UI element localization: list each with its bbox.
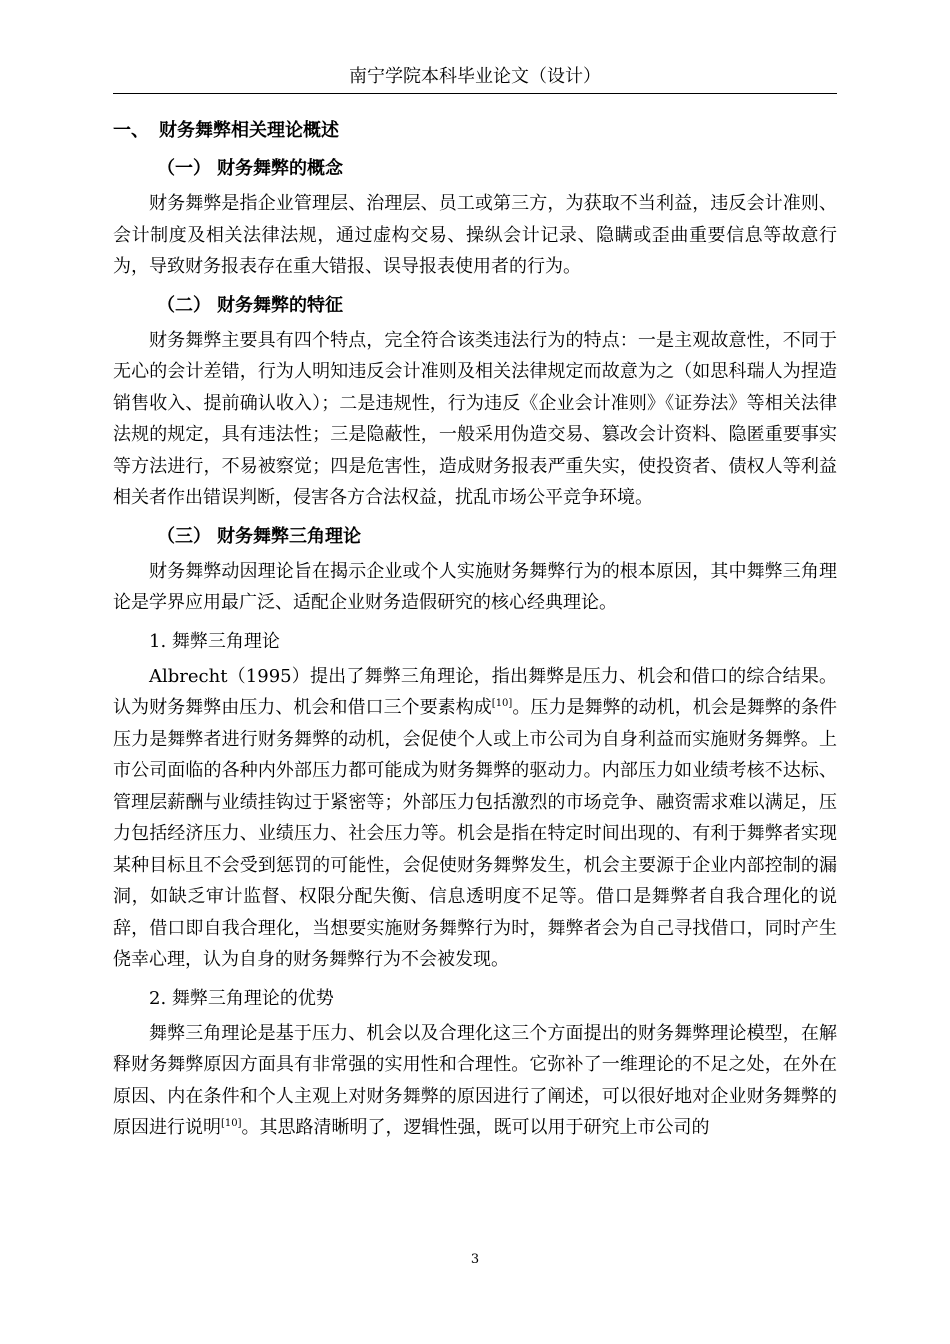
paragraph-features: 财务舞弊主要具有四个特点，完全符合该类违法行为的特点：一是主观故意性，不同于无心的会计差错，行为人明知违反会计准则及相关法律规定而故意为之（如思科瑞人为捏造销售收入、提前确认收入）；二是违规性，行为违反《企业会计准则》《证券法》等相关法律法规的规定，具有违法性；三是隐蔽性，一般采用伪造交易、篡改会计资料、隐匿重要事实等方法进行，不易被察觉；四是危害性，造成财务报表严重失实，使投资者、债权人等利益相关者作出错误判断，侵害各方合法权益，扰乱市场公平竞争环境。 [113, 329, 837, 508]
paragraph-triangle-theory [113, 661, 837, 976]
subsection-heading-2 [113, 287, 837, 325]
paragraph-text: 。压力是舞弊的动机，机会是舞弊的条件压力是舞弊者进行财务舞弊的动机，会促使个人或上市公司为自身利益而实施财务舞弊。上市公司面临的各种内外部压力都可能成为财务舞弊的驱动力。内部压力如业绩考核不达标、管理层薪酬与业绩挂钩过于紧密等；外部压力包括激烈的市场竞争、融资需求难以满足，压力包括经济压力、业绩压力、社会压力等。机会是指在特定时间出现的、有利于舞弊者实现某种目标且不会受到惩罚的可能性，会促使财务舞弊发生，机会主要源于企业内部控制的漏洞，如缺乏审计监督、权限分配失衡、信息透明度不足等。借口是舞弊者自我合理化的说辞，借口即自我合理化，当想要实施财务舞弊行为时，舞弊者会为自己寻找借口，同时产生侥幸心理，认为自身的财务舞弊行为不会被发现。 [113, 697, 838, 970]
page-body [113, 112, 837, 1144]
paragraph-text: 。其思路清晰明了，逻辑性强，既可以用于研究上市公司的 [241, 1117, 710, 1138]
paragraph-text: Albrecht（1995）提出了舞弊三角理论，指出舞弊是压力、机会和借口的综合结果。认为财务舞弊由压力、机会和借口三个要素构成 [113, 665, 837, 718]
subsection-title-2: 财务舞弊的特征 [217, 294, 343, 316]
paragraph-concept: 财务舞弊是指企业管理层、治理层、员工或第三方，为获取不当利益，违反会计准则、会计制度及相关法律法规，通过虚构交易、操纵会计记录、隐瞒或歪曲重要信息等故意行为，导致财务报表存在重大错报、误导报表使用者的行为。 [113, 193, 837, 277]
section-title: 财务舞弊相关理论概述 [159, 120, 339, 141]
page-number: 3 [470, 1252, 480, 1267]
item-heading-1: 1. 舞弊三角理论 [149, 630, 280, 652]
subsection-title-1: 财务舞弊的概念 [217, 158, 343, 179]
subsection-number-1: （一） [157, 158, 211, 179]
subsection-heading-1 [113, 150, 837, 188]
subsection-title-3: 财务舞弊三角理论 [217, 525, 361, 547]
running-header: 南宁学院本科毕业论文（设计） [349, 66, 601, 87]
paragraph-triangle-advantages [113, 1018, 837, 1144]
header-rule [113, 93, 837, 94]
item-heading-2: 2. 舞弊三角理论的优势 [149, 987, 334, 1009]
subsection-heading-3 [113, 518, 837, 556]
citation-ref: [10] [221, 1118, 242, 1129]
paragraph-text: 舞弊三角理论是基于压力、机会以及合理化这三个方面提出的财务舞弊理论模型，在解释财务舞弊原因方面具有非常强的实用性和合理性。它弥补了一维理论的不足之处，在外在原因、内在条件和个人主观上对财务舞弊的原因进行了阐述，可以很好地对企业财务舞弊的原因进行说明 [113, 1022, 837, 1138]
citation-ref: [10] [491, 698, 513, 709]
subsection-number-3: （三） [157, 525, 211, 547]
section-number: 一、 [113, 120, 149, 141]
section-heading [113, 112, 837, 150]
paragraph-triangle-intro: 财务舞弊动因理论旨在揭示企业或个人实施财务舞弊行为的根本原因，其中舞弊三角理论是学界应用最广泛、适配企业财务造假研究的核心经典理论。 [113, 560, 837, 613]
subsection-number-2: （二） [157, 294, 211, 316]
